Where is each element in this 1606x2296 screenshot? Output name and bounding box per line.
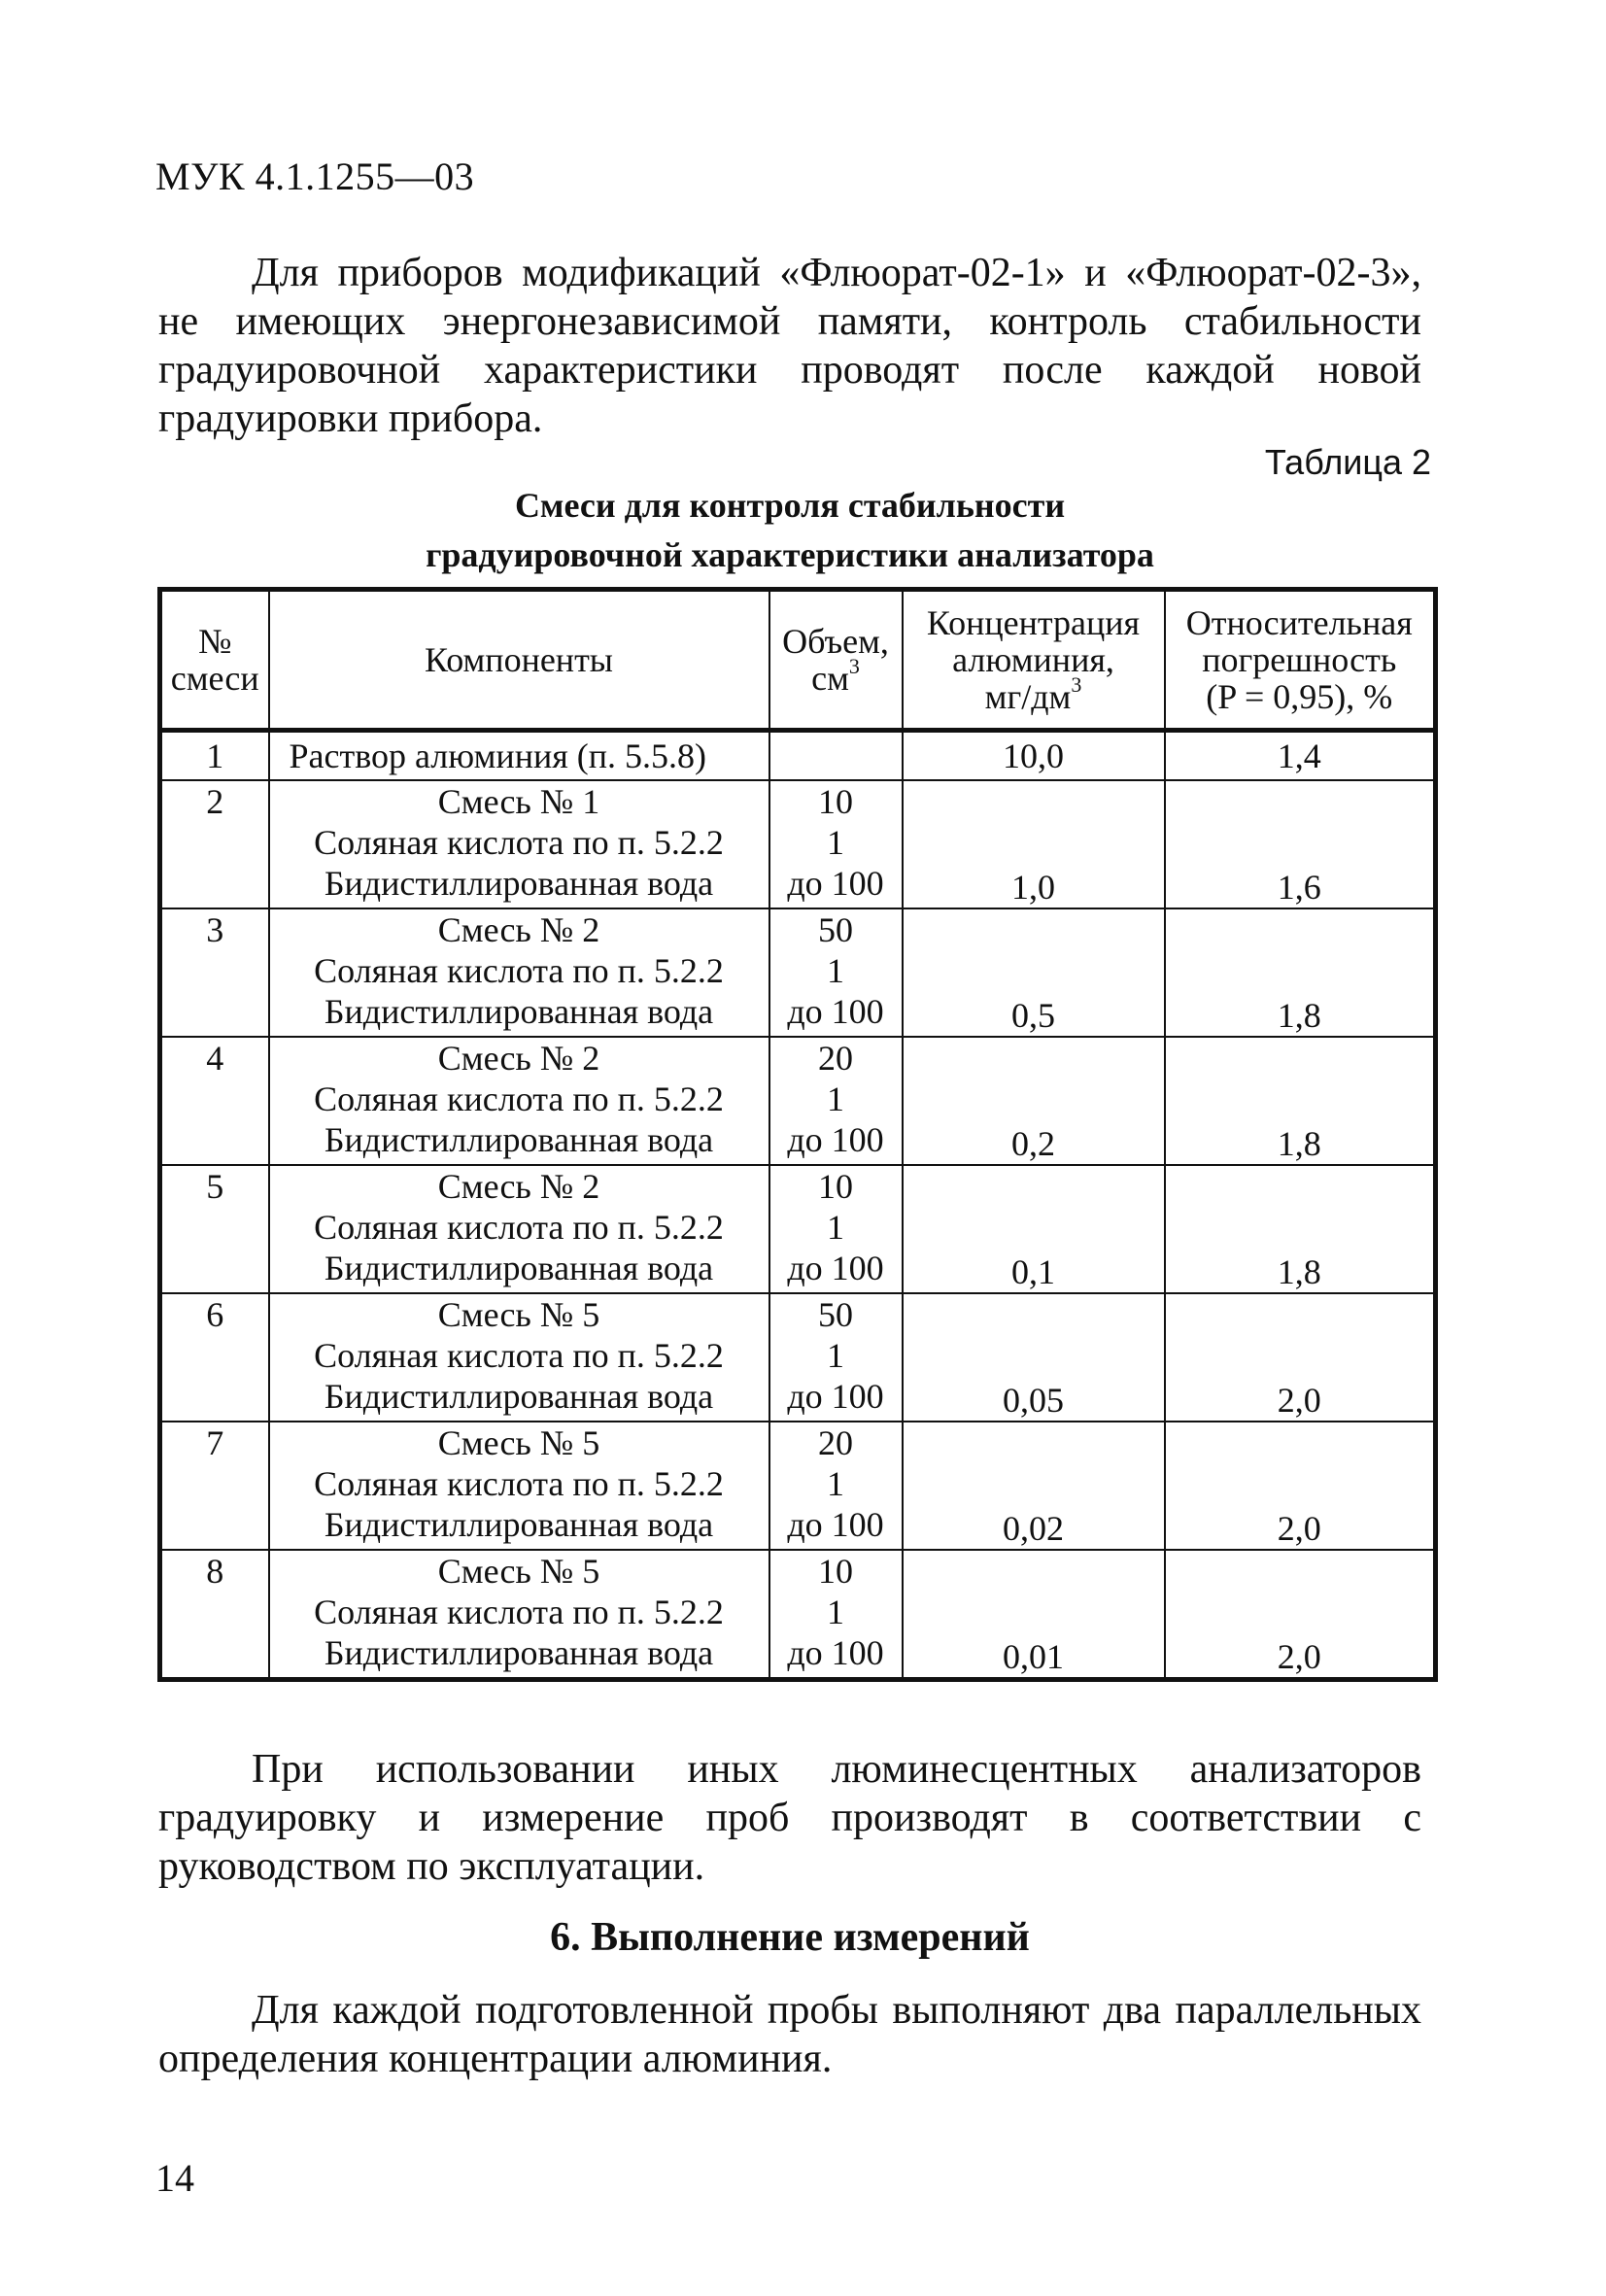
mix-number: 4 [160,1037,269,1165]
header-conc-sup: 3 [1071,672,1082,697]
component-line: Бидистиллированная вода [324,1505,714,1544]
component-line: Соляная кислота по п. 5.2.2 [314,1079,724,1118]
volume-line: 1 [827,1464,844,1503]
intro-paragraph [158,249,1421,443]
component-line: Соляная кислота по п. 5.2.2 [314,823,724,862]
component-line: Бидистиллированная вода [324,1633,714,1672]
component-line: Смесь № 2 [437,910,600,949]
table-row [160,1293,1436,1422]
section-heading: 6. Выполнение измерений [550,1915,1030,1960]
measurements-paragraph-text: Для каждой подготовленной пробы выполняют два параллельных определения концентрации алюминия. [158,1988,1421,2081]
volume-line: до 100 [787,1120,884,1159]
concentration-cell: 0,1 [903,1165,1165,1293]
components-cell: Раствор алюминия (п. 5.5.8) [269,731,769,781]
table-title [158,481,1421,580]
volume-cell [769,731,903,781]
volume-line: 1 [827,823,844,862]
volume-line: 10 [818,1552,853,1591]
mix-number: 5 [160,1165,269,1293]
table-row [160,780,1436,908]
header-volume-sup: 3 [848,654,860,678]
component-line: Соляная кислота по п. 5.2.2 [314,1336,724,1375]
error-cell: 1,4 [1165,731,1436,781]
document-code-header: МУК 4.1.1255—03 [155,154,475,198]
volume-line: до 100 [787,992,884,1031]
volume-line: 10 [818,782,853,821]
header-conc-line-2: алюминия, [952,640,1114,679]
table-row [160,1165,1436,1293]
volume-cell [769,780,903,908]
volume-line: до 100 [787,864,884,903]
header-volume-line-1: Объем, [782,622,889,661]
volume-line: до 100 [787,1249,884,1287]
component-line: Соляная кислота по п. 5.2.2 [314,1593,724,1631]
component-line: Бидистиллированная вода [324,1120,714,1159]
volume-line: 50 [818,910,853,949]
table-title-line-2: градуировочной характеристики анализатора [426,535,1154,574]
header-err-line-2: погрешность [1202,640,1397,679]
error-cell: 1,8 [1165,1165,1436,1293]
volume-line: 1 [827,1336,844,1375]
concentration-cell: 10,0 [903,731,1165,781]
components-cell [269,1422,769,1550]
components-cell [269,1293,769,1422]
components-cell [269,1165,769,1293]
concentration-cell: 0,05 [903,1293,1165,1422]
components-cell [269,1550,769,1680]
mix-number: 7 [160,1422,269,1550]
volume-line: 1 [827,1079,844,1118]
component-line: Смесь № 2 [437,1039,600,1078]
measurements-paragraph [158,1986,1421,2083]
table-label: Таблица 2 [1264,442,1431,482]
volume-line: 20 [818,1039,853,1078]
intro-paragraph-text: Для приборов модификаций «Флюорат-02-1» и «Флюорат-02-3», не имеющих энергонезависимой памяти, контроль стабильности градуировочной характеристики проводят после каждой новой градуировки прибора. [158,251,1421,441]
table-row [160,1550,1436,1680]
mixtures-table [157,587,1438,1682]
component-line: Бидистиллированная вода [324,864,714,903]
header-conc-line-1: Концентрация [926,603,1141,642]
concentration-cell: 0,2 [903,1037,1165,1165]
component-line: Соляная кислота по п. 5.2.2 [314,1208,724,1247]
error-cell: 2,0 [1165,1422,1436,1550]
header-components: Компоненты [269,590,769,731]
volume-cell [769,1037,903,1165]
volume-line: 1 [827,951,844,990]
header-concentration [903,590,1165,731]
error-cell: 1,8 [1165,908,1436,1037]
header-relative-error [1165,590,1436,731]
table-title-line-1: Смеси для контроля стабильности [514,486,1066,525]
volume-cell [769,1165,903,1293]
page-number: 14 [155,2156,194,2200]
concentration-cell: 0,02 [903,1422,1165,1550]
header-err-line-3: (P = 0,95), % [1206,677,1393,716]
table-row [160,908,1436,1037]
volume-line: 1 [827,1593,844,1631]
analyzers-paragraph-text: При использовании иных люминесцентных анализаторов градуировку и измерение проб производят в соответствии с руководством по эксплуатации. [158,1747,1421,1889]
volume-cell [769,1550,903,1680]
mix-number: 3 [160,908,269,1037]
volume-line: до 100 [787,1377,884,1416]
error-cell: 1,8 [1165,1037,1436,1165]
volume-line: 50 [818,1295,853,1334]
header-volume [769,590,903,731]
table-row [160,731,1436,781]
component-line: Смесь № 1 [437,782,600,821]
volume-line: 20 [818,1423,853,1462]
mix-number: 1 [160,731,269,781]
mix-number: 2 [160,780,269,908]
components-cell [269,908,769,1037]
volume-line: 1 [827,1208,844,1247]
component-line: Бидистиллированная вода [324,1249,714,1287]
concentration-cell: 0,01 [903,1550,1165,1680]
header-conc-unit: мг/дм [984,677,1072,716]
volume-cell [769,908,903,1037]
error-cell: 1,6 [1165,780,1436,908]
header-volume-unit: см [811,659,849,698]
table-header-row [160,590,1436,731]
header-err-line-1: Относительная [1185,603,1413,642]
table-row [160,1037,1436,1165]
error-cell: 2,0 [1165,1293,1436,1422]
component-line: Бидистиллированная вода [324,992,714,1031]
component-line: Смесь № 5 [437,1423,600,1462]
mix-number: 8 [160,1550,269,1680]
components-cell [269,1037,769,1165]
component-line: Бидистиллированная вода [324,1377,714,1416]
header-num-line-1: № [198,622,232,661]
concentration-cell: 1,0 [903,780,1165,908]
volume-line: до 100 [787,1633,884,1672]
component-line: Соляная кислота по п. 5.2.2 [314,951,724,990]
component-line: Соляная кислота по п. 5.2.2 [314,1464,724,1503]
header-mix-number [160,590,269,731]
component-line: Смесь № 2 [437,1167,600,1206]
analyzers-paragraph [158,1745,1421,1891]
component-line: Смесь № 5 [437,1552,600,1591]
header-num-line-2: смеси [170,659,259,698]
volume-line: до 100 [787,1505,884,1544]
volume-line: 10 [818,1167,853,1206]
mix-number: 6 [160,1293,269,1422]
volume-cell [769,1422,903,1550]
table-row [160,1422,1436,1550]
volume-cell [769,1293,903,1422]
concentration-cell: 0,5 [903,908,1165,1037]
component-line: Смесь № 5 [437,1295,600,1334]
error-cell: 2,0 [1165,1550,1436,1680]
components-cell [269,780,769,908]
